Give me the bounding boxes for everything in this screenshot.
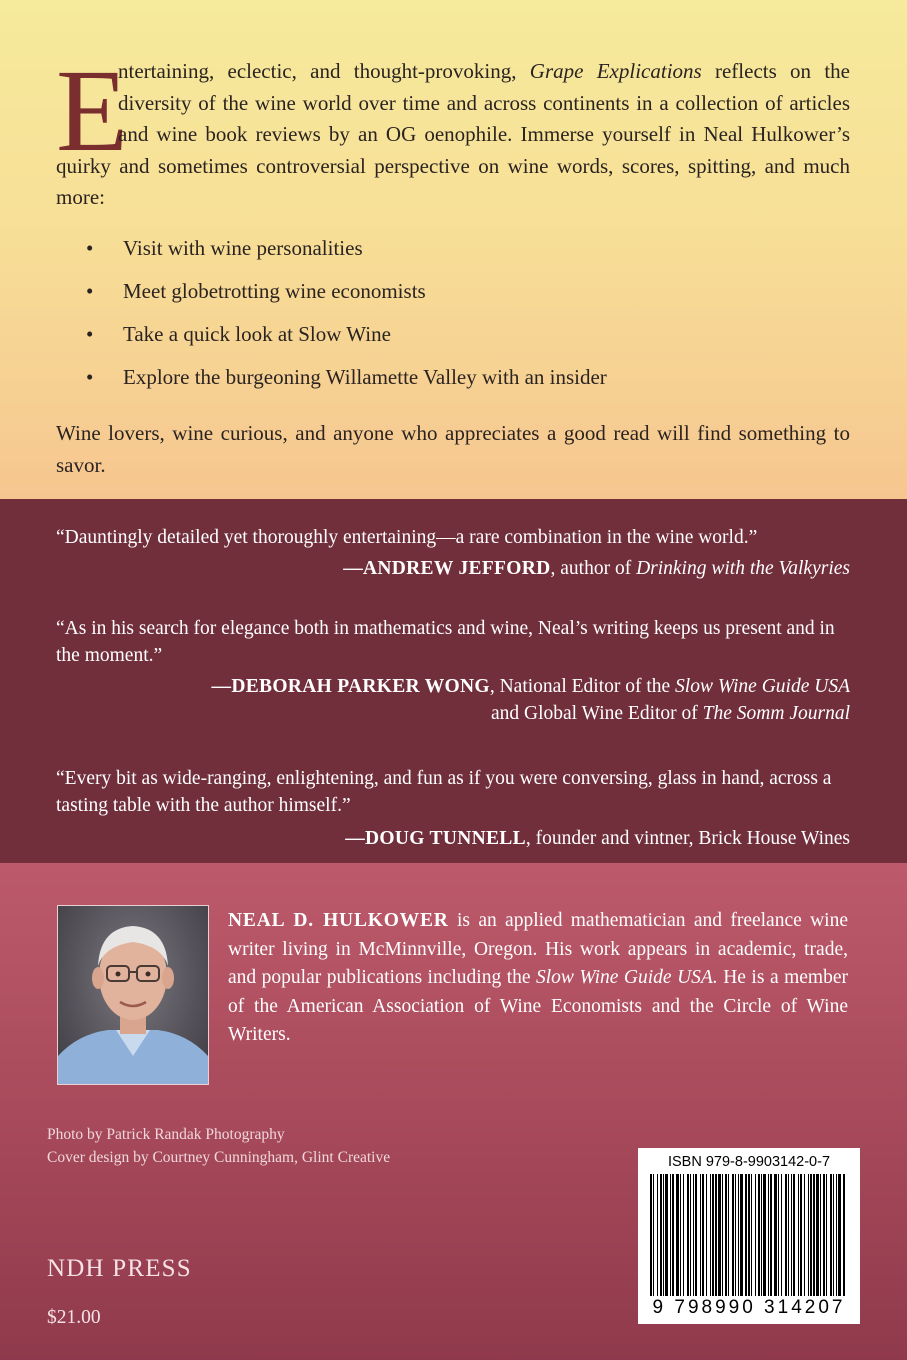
barcode-bar xyxy=(843,1174,845,1296)
barcode-bar xyxy=(680,1174,681,1296)
barcode-bar xyxy=(838,1174,841,1296)
barcode-bar xyxy=(820,1174,821,1296)
barcode-bar xyxy=(706,1174,707,1296)
endorsement-quote: “Every bit as wide-ranging, enlightening, and fun as if you were conversing, glass in hand, across a tasting table with the author himself.” xyxy=(56,768,832,816)
barcode-bar xyxy=(670,1174,671,1296)
author-photo xyxy=(57,905,209,1085)
barcode-bar xyxy=(793,1174,795,1296)
barcode-bar xyxy=(826,1174,827,1296)
barcode-bar xyxy=(710,1174,711,1296)
list-item: • Explore the burgeoning Willamette Valley with an insider xyxy=(86,365,607,389)
drop-cap: E xyxy=(56,45,129,176)
barcode-bar xyxy=(745,1174,747,1296)
barcode-bar xyxy=(785,1174,787,1296)
barcode-bar xyxy=(813,1174,815,1296)
list-item: • Take a quick look at Slow Wine xyxy=(86,322,391,346)
barcode-bar xyxy=(758,1174,760,1296)
endorsement-attribution: —ANDREW JEFFORD, author of Drinking with the Valkyries xyxy=(343,558,850,579)
endorsement-quote: “As in his search for elegance both in mathematics and wine, Neal’s writing keeps us present and in the moment.” xyxy=(56,618,835,666)
barcode-bar xyxy=(676,1174,679,1296)
description-section xyxy=(0,0,907,499)
author-name: NEAL D. HULKOWER xyxy=(228,910,449,931)
barcode-bar xyxy=(735,1174,736,1296)
barcode-bar xyxy=(740,1174,743,1296)
barcode-bar xyxy=(768,1174,769,1296)
barcode-bar xyxy=(770,1174,772,1296)
list-item: • Meet globetrotting wine economists xyxy=(86,279,426,303)
list-item: • Visit with wine personalities xyxy=(86,236,363,260)
barcode-bar xyxy=(695,1174,697,1296)
price: $21.00 xyxy=(47,1307,101,1328)
barcode-bar xyxy=(816,1174,819,1296)
barcode-bar xyxy=(728,1174,729,1296)
barcode-bar xyxy=(650,1174,652,1296)
barcode-bar xyxy=(660,1174,662,1296)
photo-credit: Photo by Patrick Randak Photography xyxy=(47,1126,285,1143)
isbn-barcode xyxy=(638,1148,860,1324)
barcode-bar xyxy=(687,1174,689,1296)
endorsements-section xyxy=(0,499,907,863)
barcode-bar xyxy=(808,1174,809,1296)
barcode-bar xyxy=(712,1174,714,1296)
barcode-bar xyxy=(791,1174,792,1296)
barcode-bar xyxy=(672,1174,674,1296)
barcode-bar xyxy=(761,1174,762,1296)
publisher-name: NDH PRESS xyxy=(47,1255,192,1282)
barcode-bar xyxy=(755,1174,756,1296)
barcode-bar xyxy=(683,1174,684,1296)
barcode-bar xyxy=(798,1174,799,1296)
barcode-bar xyxy=(763,1174,766,1296)
barcode-bar xyxy=(693,1174,694,1296)
book-title: Grape Explications xyxy=(529,59,702,83)
barcode-bar xyxy=(823,1174,825,1296)
barcode-bar xyxy=(804,1174,805,1296)
barcode-bar xyxy=(690,1174,691,1296)
barcode-bar xyxy=(665,1174,668,1296)
barcode-bar xyxy=(738,1174,739,1296)
endorsement-quote: “Dauntingly detailed yet thoroughly entertaining—a rare combination in the wine world.” xyxy=(56,527,758,548)
barcode-bar xyxy=(774,1174,777,1296)
barcode-icon xyxy=(650,1174,848,1296)
barcode-bar xyxy=(732,1174,734,1296)
barcode-bar xyxy=(788,1174,789,1296)
barcode-bar xyxy=(748,1174,750,1296)
barcode-bar xyxy=(833,1174,834,1296)
barcode-bar xyxy=(810,1174,812,1296)
barcode-bar xyxy=(800,1174,802,1296)
barcode-bar xyxy=(722,1174,723,1296)
barcode-bar xyxy=(663,1174,664,1296)
endorsement-attribution: —DOUG TUNNELL, founder and vintner, Brick House Wines xyxy=(345,828,850,849)
barcode-bar xyxy=(715,1174,717,1296)
design-credit: Cover design by Courtney Cunningham, Glint Creative xyxy=(47,1149,391,1166)
barcode-bar xyxy=(751,1174,752,1296)
barcode-bar xyxy=(718,1174,721,1296)
endorsement-attribution: —DEBORAH PARKER WONG, National Editor of the Slow Wine Guide USA and Global Wine Editor of The Somm Journal xyxy=(211,676,850,724)
isbn-label: ISBN 979-8-9903142-0-7 xyxy=(667,1154,831,1170)
barcode-bar xyxy=(836,1174,837,1296)
author-bio: NEAL D. HULKOWER is an applied mathematician and freelance wine writer living in McMinnville, Oregon. His work appears in academic, trade, and popular publications including the Slow Wine Guide USA. He is a member of the American Association of Wine Economists and the Circle of Wine Writers. xyxy=(228,910,848,1045)
barcode-bar xyxy=(702,1174,704,1296)
barcode-bar xyxy=(653,1174,654,1296)
barcode-bar xyxy=(781,1174,782,1296)
isbn-digits: 9 798990 314207 xyxy=(652,1297,846,1318)
barcode-bar xyxy=(778,1174,779,1296)
closing-paragraph: Wine lovers, wine curious, and anyone who appreciates a good read will find something to savor. xyxy=(56,421,850,477)
intro-paragraph: ntertaining, eclectic, and thought-provoking, Grape Explications reflects on the diversity of the wine world over time and across continents in a collection of articles and wine book reviews by an OG oenophile. Immerse yourself in Neal Hulkower’s quirky and sometimes controversial perspective on wine words, scores, spitting, and much more: xyxy=(56,59,850,209)
feature-list xyxy=(86,234,607,406)
barcode-bar xyxy=(830,1174,832,1296)
barcode-bar xyxy=(700,1174,701,1296)
barcode-bar xyxy=(725,1174,727,1296)
barcode-bar xyxy=(657,1174,658,1296)
